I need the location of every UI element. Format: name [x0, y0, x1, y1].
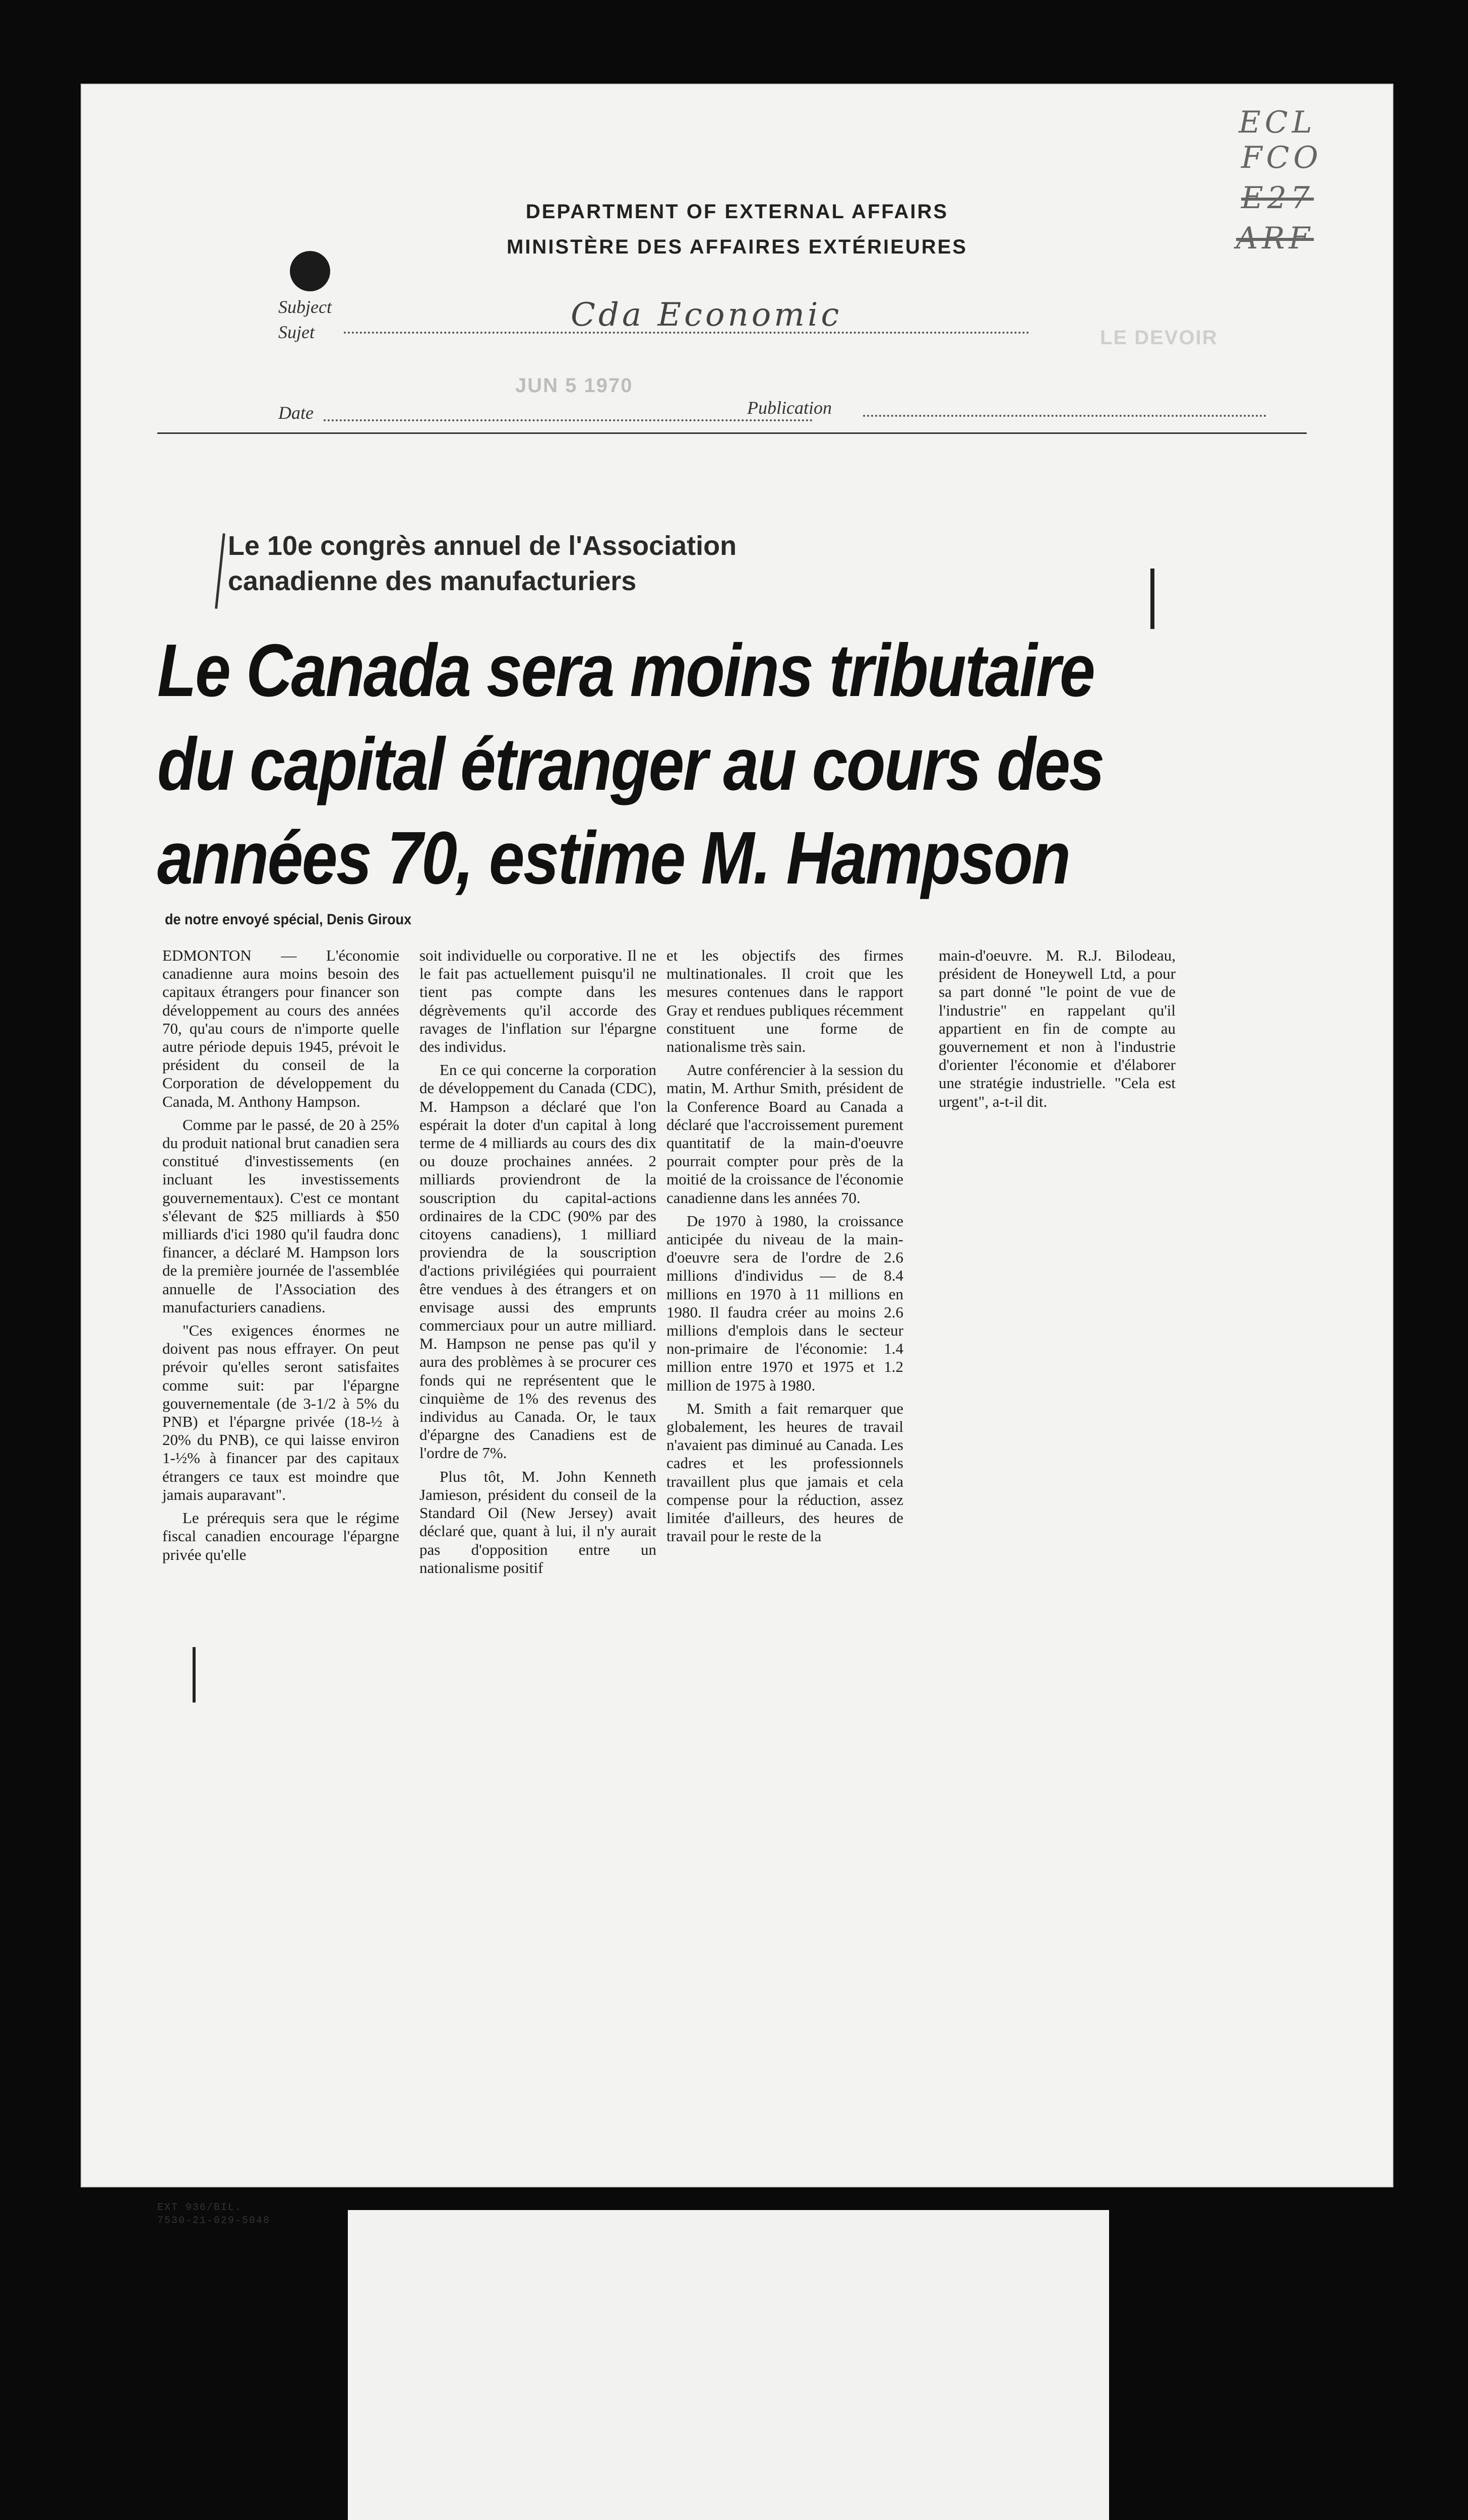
paragraph: Comme par le passé, de 20 à 25% du produit national brut canadien sera constitué d'investissements (en incluant les investissements gouvernementaux). C'est ce montant s'élevant de $25 milliards à $50 milliards d'ici 1980 qu'il faudra donc financer, a déclaré M. Hampson lors de la première journée de l'assemblée annuelle de l'Association des manufacturiers canadiens. — [162, 1115, 399, 1316]
paragraph: Autre conférencier à la session du matin, M. Arthur Smith, président de la Conference Board au Canada a déclaré que l'accroissement purement quantitatif de la main-d'oeuvre pourrait compter pour près de la moitié de la croissance de l'économie canadienne dans les années 70. — [666, 1061, 903, 1207]
header-rule — [157, 432, 1307, 434]
paragraph: Le prérequis sera que le régime fiscal canadien encourage l'épargne privée qu'elle — [162, 1509, 399, 1563]
margin-mark — [193, 1647, 196, 1703]
form-code-2: 7530-21-029-5048 — [157, 2215, 271, 2227]
article-column-2 — [419, 947, 656, 1582]
article-kicker — [228, 528, 984, 599]
distribution-mark-2: FCO — [1241, 140, 1322, 175]
article-byline: de notre envoyé spécial, Denis Giroux — [165, 911, 412, 928]
distribution-mark-3: E27 — [1241, 180, 1314, 216]
kicker-line-2: canadienne des manufacturiers — [228, 566, 637, 596]
publication-label: Publication — [747, 398, 832, 418]
paragraph: EDMONTON — L'économie canadienne aura moins besoin des capitaux étrangers pour financer son développement au cours des années 70, qu'au cours de n'importe quelle autre période depuis 1945, prévoit le président du conseil de la Corporation de développement du Canada, M. Anthony Hampson. — [162, 947, 399, 1110]
headline-line-1: Le Canada sera moins tributaire — [157, 629, 1094, 712]
paragraph: main-d'oeuvre. M. R.J. Bilodeau, président de Honeywell Ltd, a pour sa part donné "le point de vue de l'industrie" en rappelant qu'il appartient en fin de compte au gouvernement et non à l'industrie d'orienter l'économie et d'élaborer une stratégie industrielle. "Cela est urgent", a-t-il dit. — [939, 947, 1176, 1110]
distribution-mark-1: ECL — [1239, 105, 1316, 140]
article-column-4 — [939, 947, 1176, 1116]
paragraph: soit individuelle ou corporative. Il ne le fait pas actuellement puisqu'il ne tient pas compte dans les dégrèvements qu'il accorde des ravages de l'inflation sur l'épargne des individus. — [419, 947, 656, 1056]
paragraph: Plus tôt, M. John Kenneth Jamieson, président du conseil de la Standard Oil (New Jersey) avait déclaré que, quant à lui, il n'y aurait pas d'opposition entre un nationalisme positif — [419, 1467, 656, 1577]
paragraph: De 1970 à 1980, la croissance anticipée du niveau de la main-d'oeuvre sera de l'ordre de 2.6 millions d'individus — de 8.4 millions en 1970 à 11 millions en 1980. Il faudra créer au moins 2.6 millions d'emplois dans le secteur non-primaire de l'économie: 1.4 million entre 1970 et 1975 et 1.2 million de 1975 à 1980. — [666, 1212, 903, 1394]
form-code-1: EXT 936/BIL. — [157, 2202, 242, 2214]
department-title-en: DEPARTMENT OF EXTERNAL AFFAIRS — [525, 201, 949, 223]
subject-label: Subject — [278, 297, 332, 317]
department-title-fr: MINISTÈRE DES AFFAIRES EXTÉRIEURES — [507, 236, 967, 258]
kicker-line-1: Le 10e congrès annuel de l'Association — [228, 531, 737, 561]
paragraph: En ce qui concerne la corporation de développement du Canada (CDC), M. Hampson a déclaré que l'on espérait la doter d'un capital à long terme de 4 milliards au cours des dix ou douze prochaines années. 2 milliards proviendront de la souscription du capital-actions ordinaires de la CDC (90% par des citoyens canadiens), 1 milliard proviendra de la souscription d'actions privilégiées qui pourraient être vendues à des étrangers et on envisage aussi des emprunts commerciaux pour un autre milliard. M. Hampson ne pense pas qu'il y aura des problèmes à se procurer ces fonds qui ne représentent que le cinquième de 1% des revenus des individus au Canada. Or, le taux d'épargne des Canadiens est de l'ordre de 7%. — [419, 1061, 656, 1462]
form-codes — [157, 2201, 270, 2228]
paragraph: et les objectifs des firmes multinationales. Il croit que les mesures contenues dans le rapport Gray et rendues publiques récemment constituent une forme de nationalisme très sain. — [666, 947, 903, 1056]
date-stamp: JUN 5 1970 — [515, 374, 633, 397]
date-line — [324, 419, 813, 421]
article-column-3 — [666, 947, 903, 1551]
subject-handwritten: Cda Economic — [571, 296, 842, 334]
headline-line-2: du capital étranger au cours des — [157, 723, 1104, 806]
paragraph: M. Smith a fait remarquer que globalement, les heures de travail n'avaient pas diminué au Canada. Les cadres et les professionnels travaillent plus que jamais et cela compense pour la réduction, assez limitée d'ailleurs, des heures de travail pour le reste de la — [666, 1399, 903, 1545]
subject-label-fr: Sujet — [278, 322, 315, 342]
article-column-1 — [162, 947, 399, 1569]
publication-line — [863, 415, 1266, 417]
lower-slip — [348, 2210, 1109, 2520]
document-sheet — [81, 84, 1393, 2227]
margin-mark — [1150, 569, 1154, 629]
article-headline — [157, 624, 1216, 905]
headline-line-3: années 70, estime M. Hampson — [157, 816, 1070, 900]
margin-mark — [215, 533, 225, 609]
distribution-mark-4: ARF — [1236, 221, 1314, 256]
publication-stamp: LE DEVOIR — [1100, 327, 1218, 349]
date-label: Date — [278, 403, 314, 423]
paragraph: "Ces exigences énormes ne doivent pas nous effrayer. On peut prévoir qu'elles seront satisfaites comme suit: par l'épargne gouvernementale (de 3-1/2 à 5% du PNB) et l'épargne privée (18-½ à 20% du PNB), ce qui laisse environ 1-½% à financer par des capitaux étrangers ce taux est moindre que jamais auparavant". — [162, 1321, 399, 1503]
